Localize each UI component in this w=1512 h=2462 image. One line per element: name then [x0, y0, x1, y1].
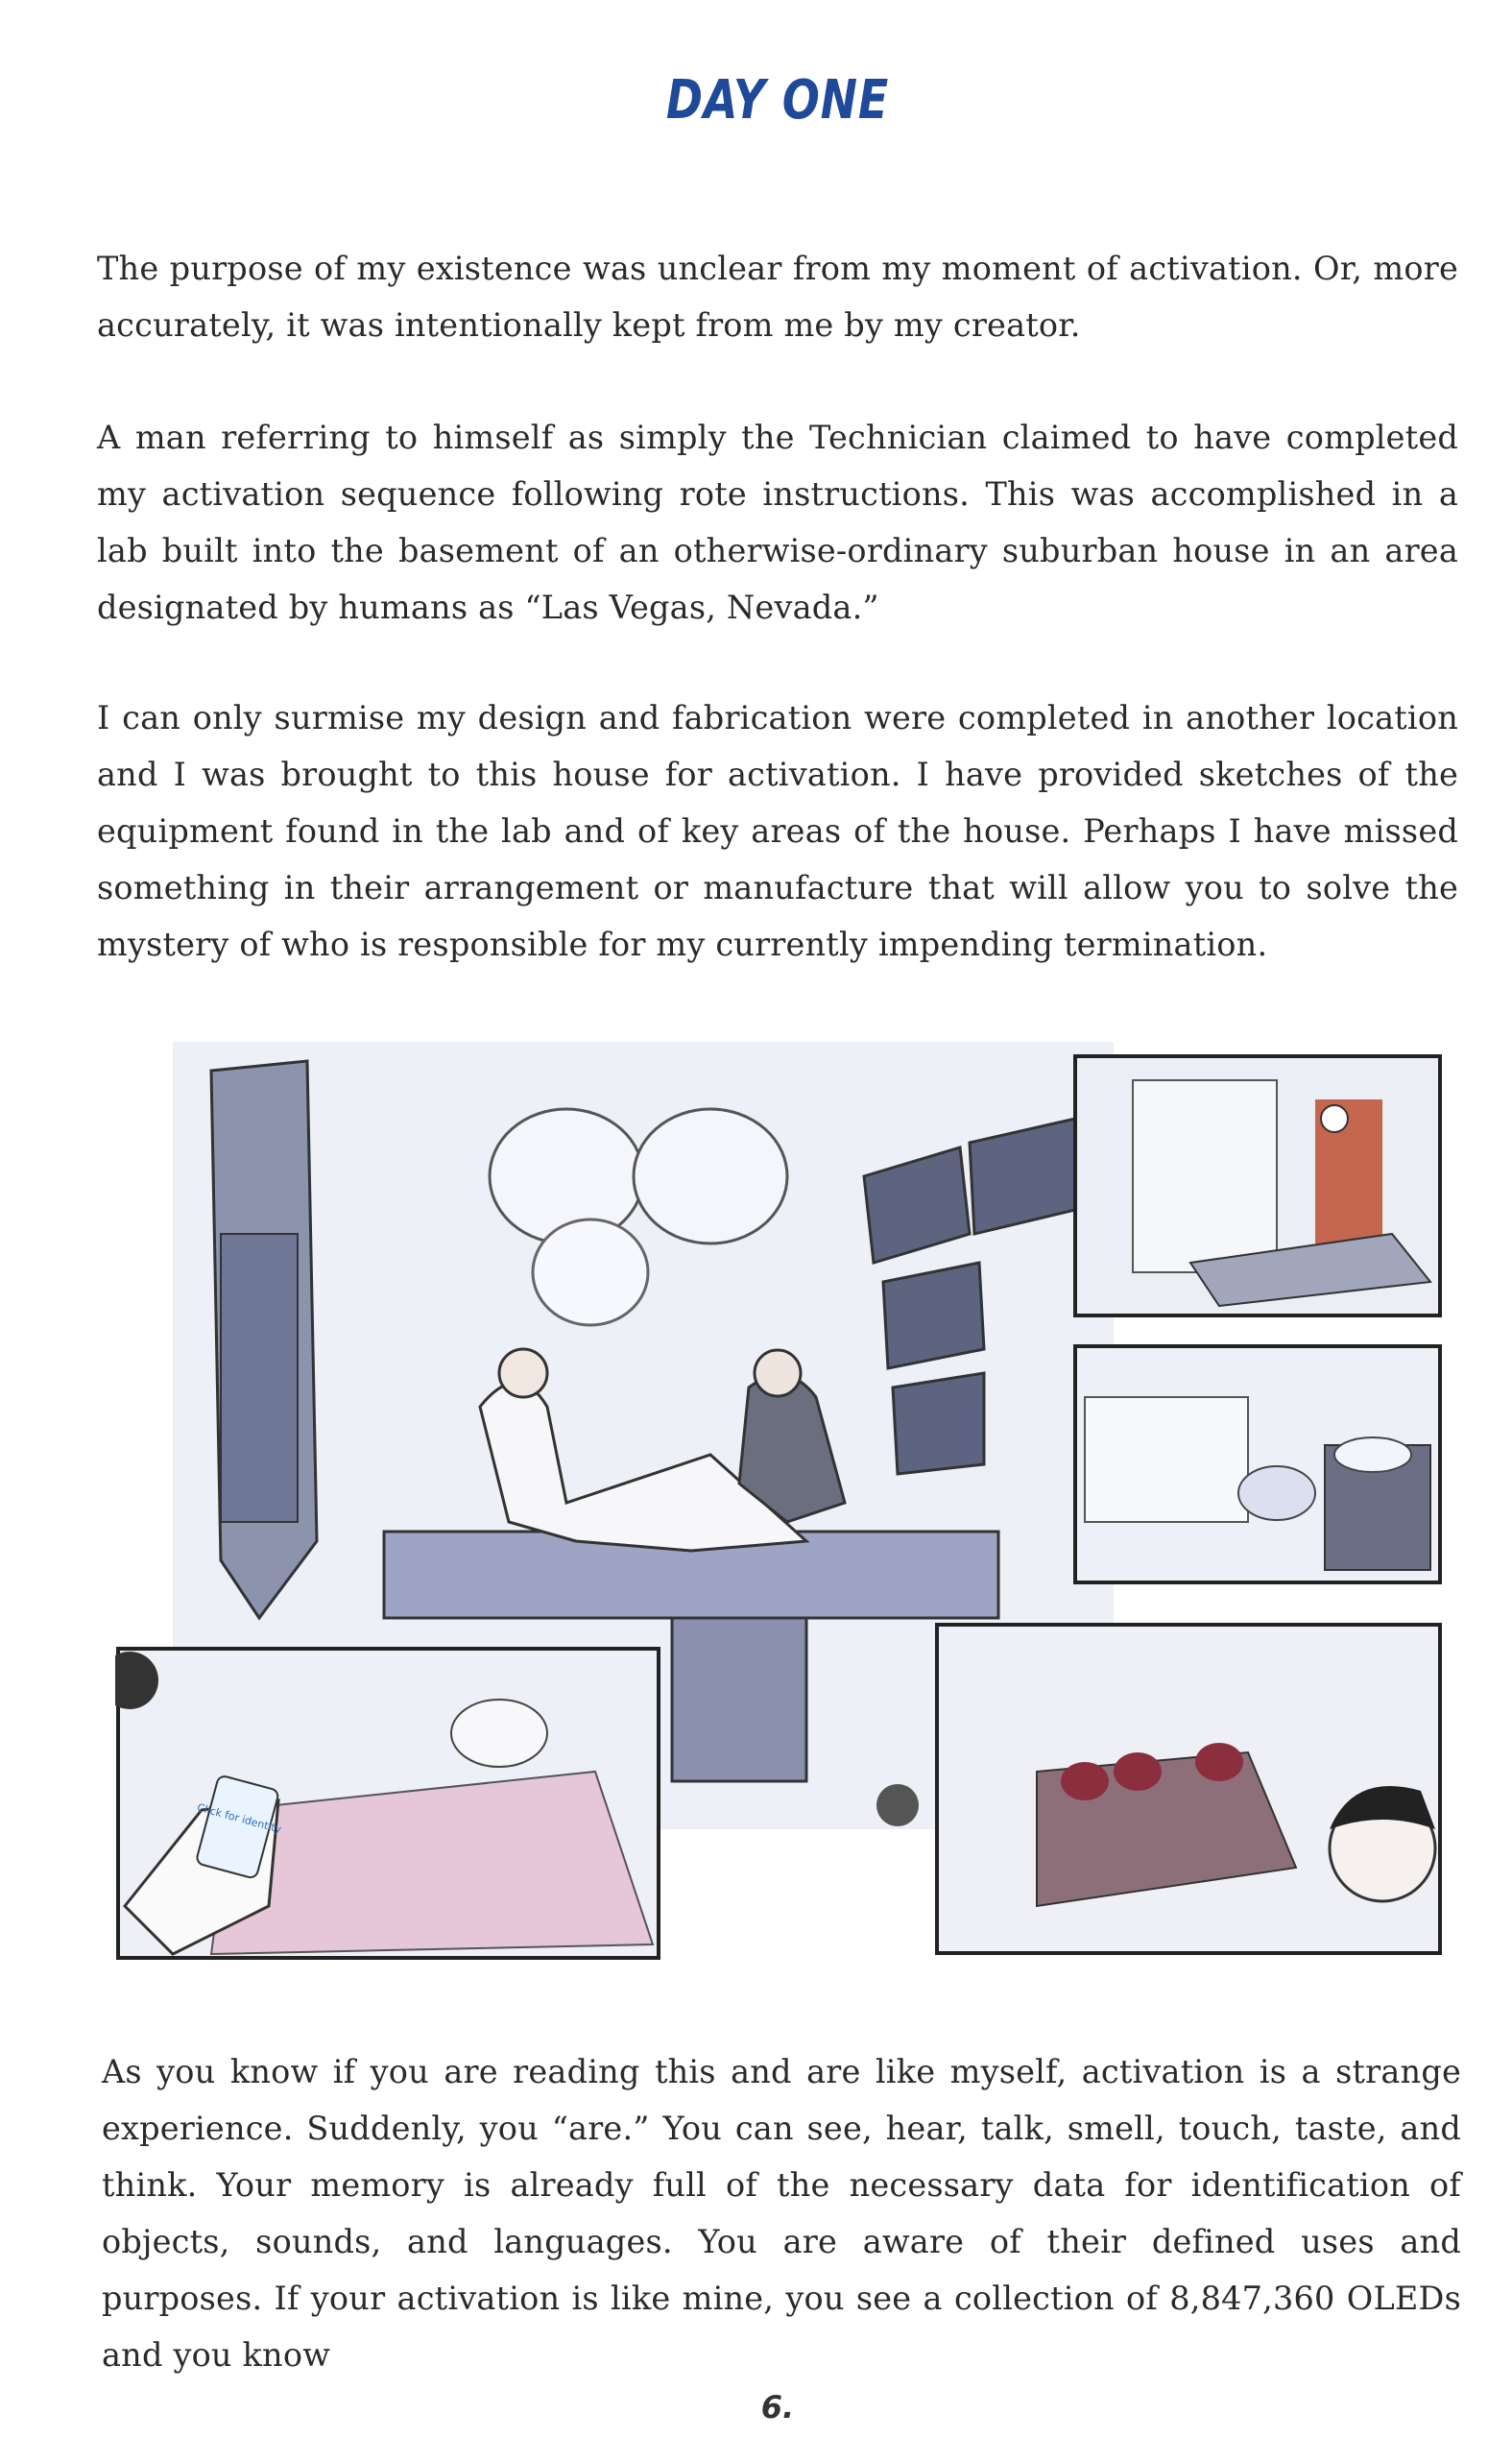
living-room-panel — [937, 1625, 1440, 1953]
paragraph: The purpose of my existence was unclear from my moment of activation. Or, more accurately, it was intentionally kept from me by my creator. — [97, 250, 1458, 344]
bathroom-panel — [1075, 1346, 1440, 1582]
kitchen-panel — [1075, 1056, 1440, 1315]
paragraph: A man referring to himself as simply the Technician claimed to have completed my activation sequence following rote instructions. This was accomplished in a lab built into the basement of an otherwise-ordinary suburban house in an area designated by humans as “Las Vegas, Nevada.” — [97, 419, 1458, 626]
page-number: 6. — [760, 2389, 795, 2426]
paragraph: As you know if you are reading this and are like myself, activation is a strange experience. Suddenly, you “are.” You can see, hear, talk, smell, touch, taste, and think. Your memory is already full of the necessary data for identification of objects, sounds, and languages. You are aware of their defined uses and purposes. If your activation is like mine, you see a collection of 8,847,360 OLEDs and you know — [102, 2053, 1461, 2374]
lab-illustration — [115, 1042, 1445, 1964]
chapter-title: DAY ONE — [665, 69, 890, 132]
paragraph: I can only surmise my design and fabrication were completed in another location and I was brought to this house for activation. I have provided sketches of the equipment found in the lab and of key areas of the house. Perhaps I have missed something in their arrangement or manufacture that will allow you to solve the mystery of who is responsible for my currently impending termination. — [97, 699, 1458, 963]
bedroom-panel — [115, 1649, 659, 1958]
phone-screen-text: Click for identity — [195, 1800, 283, 1836]
